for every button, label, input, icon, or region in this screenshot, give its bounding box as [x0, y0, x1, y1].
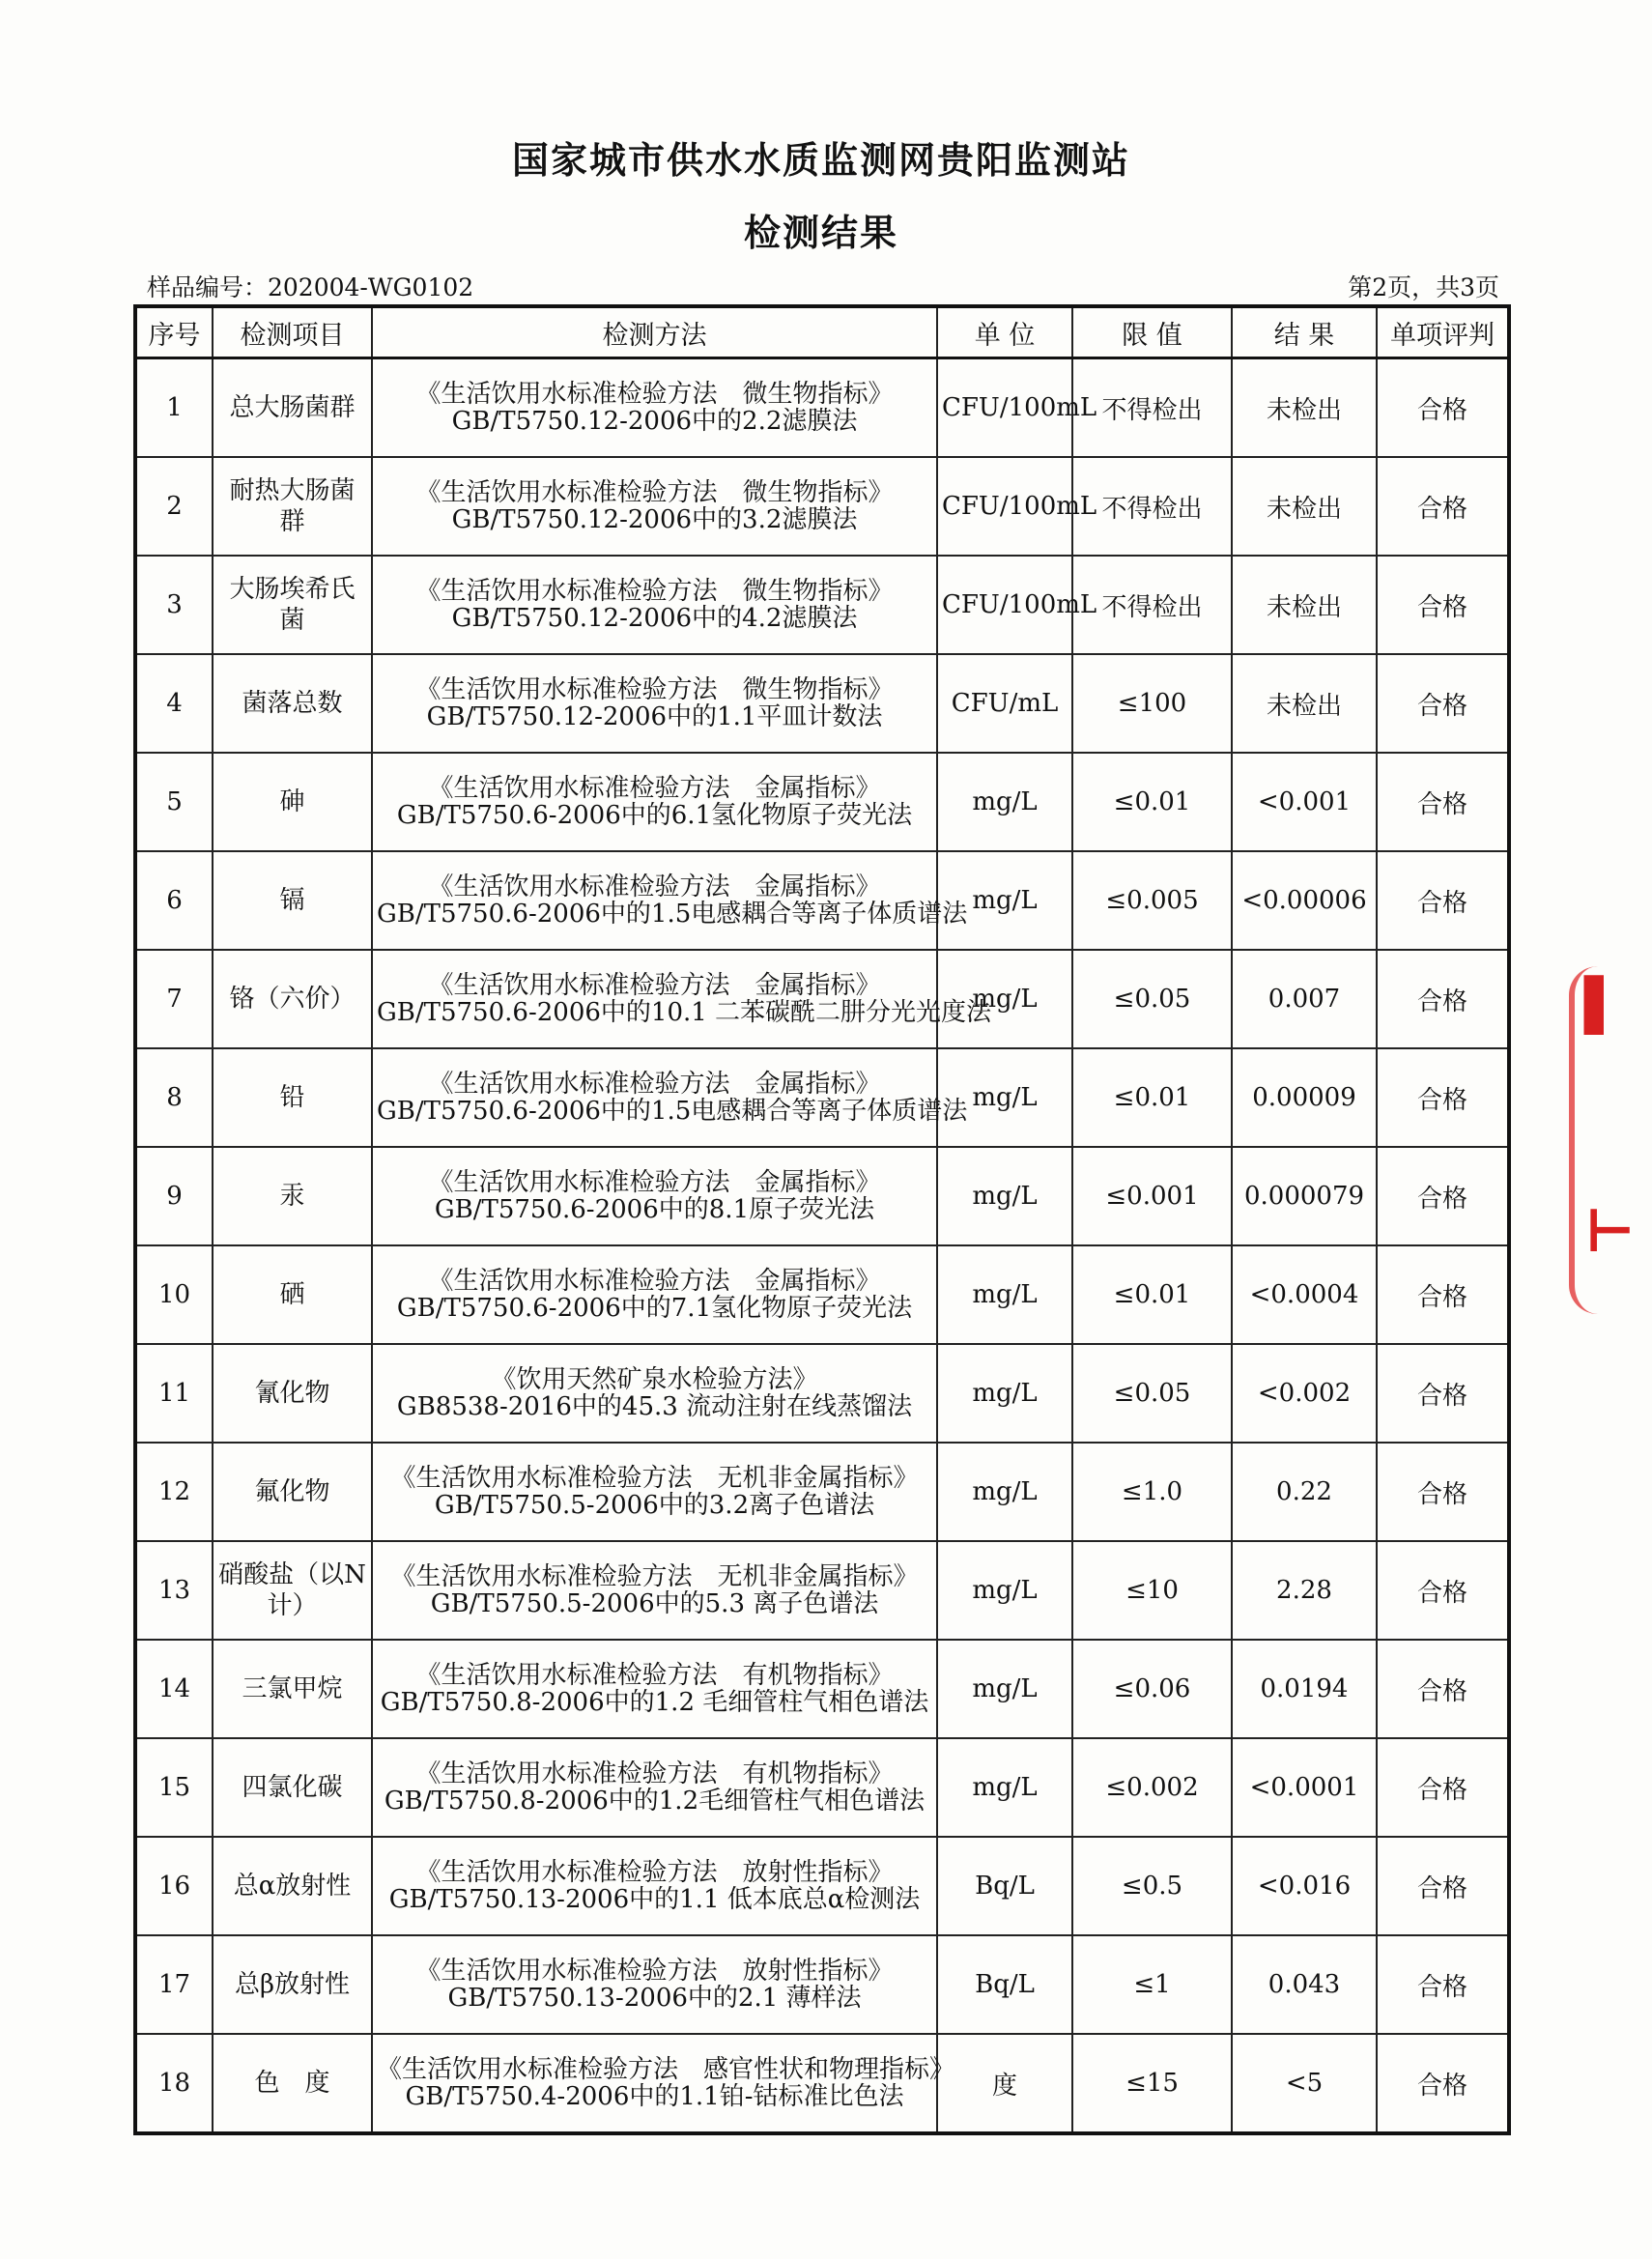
result-value: <0.002 — [1232, 1344, 1377, 1443]
method-title: 《生活饮用水标准检验方法 有机物指标》 — [415, 1661, 894, 1690]
table-row — [135, 1147, 1509, 1245]
unit-cell: mg/L — [937, 1245, 1072, 1344]
red-seal-fragment: ⊢ — [1584, 1198, 1637, 1266]
test-item: 镉 — [213, 851, 372, 950]
limit-value: ≤0.01 — [1072, 753, 1232, 851]
test-item: 汞 — [213, 1147, 372, 1245]
test-method — [372, 851, 968, 950]
test-method — [372, 753, 937, 851]
unit-cell: mg/L — [937, 753, 1072, 851]
method-title: 《生活饮用水标准检验方法 无机非金属指标》 — [390, 1562, 919, 1591]
verdict-cell: 合格 — [1377, 556, 1509, 654]
column-header-method: 检测方法 — [372, 306, 937, 358]
unit-cell: mg/L — [937, 1541, 1072, 1640]
table-row — [135, 457, 1509, 556]
method-standard: GB/T5750.6-2006中的8.1原子荧光法 — [434, 1195, 875, 1224]
test-method — [372, 2034, 955, 2133]
row-number: 13 — [135, 1541, 213, 1640]
method-title: 《生活饮用水标准检验方法 微生物指标》 — [415, 577, 894, 606]
limit-value: ≤0.005 — [1072, 851, 1232, 950]
method-standard: GB/T5750.6-2006中的6.1氢化物原子荧光法 — [396, 801, 913, 830]
verdict-cell: 合格 — [1377, 654, 1509, 753]
limit-value: ≤0.01 — [1072, 1048, 1232, 1147]
verdict-cell: 合格 — [1377, 851, 1509, 950]
unit-cell: mg/L — [937, 1443, 1072, 1541]
unit-cell: Bq/L — [937, 1935, 1072, 2034]
table-row — [135, 1048, 1509, 1147]
test-item: 砷 — [213, 753, 372, 851]
row-number: 16 — [135, 1837, 213, 1935]
row-number: 15 — [135, 1738, 213, 1837]
row-number: 5 — [135, 753, 213, 851]
verdict-cell: 合格 — [1377, 1837, 1509, 1935]
verdict-cell: 合格 — [1377, 1443, 1509, 1541]
test-item: 四氯化碳 — [213, 1738, 372, 1837]
verdict-cell: 合格 — [1377, 1147, 1509, 1245]
test-item: 菌落总数 — [213, 654, 372, 753]
table-row — [135, 1344, 1509, 1443]
method-title: 《生活饮用水标准检验方法 微生物指标》 — [415, 675, 894, 704]
method-standard: GB/T5750.13-2006中的1.1 低本底总α检测法 — [388, 1885, 921, 1914]
result-value: 未检出 — [1232, 358, 1377, 458]
page-indicator: 第2页，共3页 — [1348, 273, 1499, 301]
sample-number: 样品编号：202004-WG0102 — [147, 273, 474, 301]
method-title: 《生活饮用水标准检验方法 金属指标》 — [428, 971, 881, 1000]
row-number: 8 — [135, 1048, 213, 1147]
test-item: 铅 — [213, 1048, 372, 1147]
unit-cell: CFU/mL — [937, 654, 1072, 753]
limit-value: ≤0.002 — [1072, 1738, 1232, 1837]
table-header-row — [135, 306, 1509, 358]
unit-cell: mg/L — [937, 950, 1072, 1048]
result-value: <0.001 — [1232, 753, 1377, 851]
result-value: 未检出 — [1232, 457, 1377, 556]
method-standard: GB/T5750.6-2006中的1.5电感耦合等离子体质谱法 — [377, 1097, 968, 1126]
column-header-unit: 单 位 — [937, 306, 1072, 358]
row-number: 17 — [135, 1935, 213, 2034]
method-title: 《饮用天然矿泉水检验方法》 — [491, 1365, 818, 1394]
limit-value: ≤0.06 — [1072, 1640, 1232, 1738]
result-value: 0.0194 — [1232, 1640, 1377, 1738]
result-value: 0.00009 — [1232, 1048, 1377, 1147]
result-value: 0.000079 — [1232, 1147, 1377, 1245]
table-row — [135, 654, 1509, 753]
test-item: 总β放射性 — [213, 1935, 372, 2034]
verdict-cell: 合格 — [1377, 1344, 1509, 1443]
test-method — [372, 1837, 937, 1935]
result-value: 0.007 — [1232, 950, 1377, 1048]
test-item: 硝酸盐（以N计） — [213, 1541, 372, 1640]
method-standard: GB/T5750.13-2006中的2.1 薄样法 — [447, 1984, 862, 2013]
method-standard: GB8538-2016中的45.3 流动注射在线蒸馏法 — [396, 1392, 913, 1421]
unit-cell: mg/L — [937, 1640, 1072, 1738]
method-standard: GB/T5750.12-2006中的4.2滤膜法 — [451, 604, 858, 633]
verdict-cell: 合格 — [1377, 1738, 1509, 1837]
method-title: 《生活饮用水标准检验方法 金属指标》 — [428, 1070, 881, 1099]
test-item: 三氯甲烷 — [213, 1640, 372, 1738]
method-title: 《生活饮用水标准检验方法 微生物指标》 — [415, 380, 894, 409]
test-method — [372, 556, 937, 654]
method-title: 《生活饮用水标准检验方法 金属指标》 — [428, 774, 881, 803]
method-title: 《生活饮用水标准检验方法 金属指标》 — [428, 1267, 881, 1296]
row-number: 7 — [135, 950, 213, 1048]
test-method — [372, 457, 937, 556]
red-seal-fragment: ▌ — [1584, 976, 1623, 1035]
verdict-cell: 合格 — [1377, 2034, 1509, 2133]
test-method — [372, 1245, 937, 1344]
unit-cell: mg/L — [937, 1738, 1072, 1837]
row-number: 6 — [135, 851, 213, 950]
verdict-cell: 合格 — [1377, 1541, 1509, 1640]
result-value: <0.0004 — [1232, 1245, 1377, 1344]
test-method — [372, 1640, 937, 1738]
test-item: 总大肠菌群 — [213, 358, 372, 458]
method-title: 《生活饮用水标准检验方法 金属指标》 — [428, 1168, 881, 1197]
report-title: 国家城市供水水质监测网贵阳监测站 — [511, 138, 1130, 182]
test-method — [372, 1048, 968, 1147]
method-standard: GB/T5750.12-2006中的1.1平皿计数法 — [426, 702, 883, 731]
test-item: 氰化物 — [213, 1344, 372, 1443]
test-item: 色 度 — [213, 2034, 372, 2133]
limit-value: ≤1.0 — [1072, 1443, 1232, 1541]
verdict-cell: 合格 — [1377, 358, 1509, 458]
test-item: 总α放射性 — [213, 1837, 372, 1935]
test-method — [372, 1935, 937, 2034]
result-value: <5 — [1232, 2034, 1377, 2133]
table-row — [135, 1738, 1509, 1837]
result-value: 未检出 — [1232, 654, 1377, 753]
method-standard: GB/T5750.6-2006中的1.5电感耦合等离子体质谱法 — [377, 900, 968, 929]
row-number: 3 — [135, 556, 213, 654]
method-title: 《生活饮用水标准检验方法 放射性指标》 — [415, 1858, 894, 1887]
test-item: 硒 — [213, 1245, 372, 1344]
method-standard: GB/T5750.8-2006中的1.2 毛细管柱气相色谱法 — [380, 1688, 929, 1717]
unit-cell: CFU/100mL — [937, 457, 1072, 556]
limit-value: ≤0.05 — [1072, 1344, 1232, 1443]
row-number: 12 — [135, 1443, 213, 1541]
table-row — [135, 1245, 1509, 1344]
table-row — [135, 851, 1509, 950]
row-number: 1 — [135, 358, 213, 458]
method-standard: GB/T5750.6-2006中的10.1 二苯碳酰二肼分光光度法 — [377, 998, 992, 1027]
limit-value: 不得检出 — [1072, 358, 1232, 458]
row-number: 2 — [135, 457, 213, 556]
limit-value: ≤0.5 — [1072, 1837, 1232, 1935]
table-row — [135, 1935, 1509, 2034]
method-title: 《生活饮用水标准检验方法 无机非金属指标》 — [390, 1464, 919, 1493]
table-row — [135, 556, 1509, 654]
row-number: 10 — [135, 1245, 213, 1344]
method-standard: GB/T5750.5-2006中的3.2离子色谱法 — [434, 1491, 875, 1520]
unit-cell: 度 — [937, 2034, 1072, 2133]
table-row — [135, 1837, 1509, 1935]
limit-value: 不得检出 — [1072, 457, 1232, 556]
verdict-cell: 合格 — [1377, 457, 1509, 556]
limit-value: ≤15 — [1072, 2034, 1232, 2133]
test-item: 氟化物 — [213, 1443, 372, 1541]
unit-cell: CFU/100mL — [937, 556, 1072, 654]
method-title: 《生活饮用水标准检验方法 感官性状和物理指标》 — [377, 2055, 955, 2084]
method-standard: GB/T5750.12-2006中的2.2滤膜法 — [451, 407, 858, 436]
test-method — [372, 358, 937, 458]
test-method — [372, 654, 937, 753]
table-row — [135, 1640, 1509, 1738]
table-row — [135, 1443, 1509, 1541]
limit-value: ≤0.001 — [1072, 1147, 1232, 1245]
table-row — [135, 1541, 1509, 1640]
limit-value: ≤100 — [1072, 654, 1232, 753]
limit-value: ≤1 — [1072, 1935, 1232, 2034]
verdict-cell: 合格 — [1377, 950, 1509, 1048]
test-method — [372, 1541, 937, 1640]
row-number: 14 — [135, 1640, 213, 1738]
test-item: 耐热大肠菌群 — [213, 457, 372, 556]
row-number: 11 — [135, 1344, 213, 1443]
method-title: 《生活饮用水标准检验方法 金属指标》 — [428, 872, 881, 901]
result-value: <0.00006 — [1232, 851, 1377, 950]
result-value: <0.0001 — [1232, 1738, 1377, 1837]
test-item: 铬（六价） — [213, 950, 372, 1048]
result-value: 0.22 — [1232, 1443, 1377, 1541]
row-number: 9 — [135, 1147, 213, 1245]
verdict-cell: 合格 — [1377, 1245, 1509, 1344]
test-method — [372, 1443, 937, 1541]
method-standard: GB/T5750.5-2006中的5.3 离子色谱法 — [430, 1589, 879, 1618]
unit-cell: mg/L — [937, 851, 1072, 950]
unit-cell: CFU/100mL — [937, 358, 1072, 458]
verdict-cell: 合格 — [1377, 1048, 1509, 1147]
test-method — [372, 950, 992, 1048]
method-standard: GB/T5750.8-2006中的1.2毛细管柱气相色谱法 — [384, 1787, 926, 1816]
method-standard: GB/T5750.4-2006中的1.1铂-钴标准比色法 — [405, 2082, 904, 2111]
test-method — [372, 1147, 937, 1245]
column-header-seq: 序号 — [135, 306, 213, 358]
row-number: 18 — [135, 2034, 213, 2133]
verdict-cell: 合格 — [1377, 1935, 1509, 2034]
method-title: 《生活饮用水标准检验方法 放射性指标》 — [415, 1957, 894, 1986]
column-header-item: 检测项目 — [213, 306, 372, 358]
report-subtitle: 检测结果 — [743, 211, 898, 254]
method-standard: GB/T5750.6-2006中的7.1氢化物原子荧光法 — [396, 1294, 913, 1323]
unit-cell: Bq/L — [937, 1837, 1072, 1935]
column-header-result: 结 果 — [1232, 306, 1377, 358]
verdict-cell: 合格 — [1377, 1640, 1509, 1738]
limit-value: 不得检出 — [1072, 556, 1232, 654]
column-header-verdict: 单项评判 — [1377, 306, 1509, 358]
test-method — [372, 1344, 937, 1443]
table-row — [135, 753, 1509, 851]
result-value: 未检出 — [1232, 556, 1377, 654]
limit-value: ≤0.01 — [1072, 1245, 1232, 1344]
results-table — [133, 304, 1511, 2135]
method-title: 《生活饮用水标准检验方法 微生物指标》 — [415, 478, 894, 507]
table-row — [135, 358, 1509, 458]
unit-cell: mg/L — [937, 1147, 1072, 1245]
test-item: 大肠埃希氏菌 — [213, 556, 372, 654]
table-row — [135, 950, 1509, 1048]
test-method — [372, 1738, 937, 1837]
table-row — [135, 2034, 1509, 2133]
result-value: 0.043 — [1232, 1935, 1377, 2034]
row-number: 4 — [135, 654, 213, 753]
verdict-cell: 合格 — [1377, 753, 1509, 851]
method-standard: GB/T5750.12-2006中的3.2滤膜法 — [451, 505, 858, 534]
result-value: 2.28 — [1232, 1541, 1377, 1640]
limit-value: ≤0.05 — [1072, 950, 1232, 1048]
column-header-limit: 限 值 — [1072, 306, 1232, 358]
unit-cell: mg/L — [937, 1048, 1072, 1147]
result-value: <0.016 — [1232, 1837, 1377, 1935]
method-title: 《生活饮用水标准检验方法 有机物指标》 — [415, 1759, 894, 1788]
limit-value: ≤10 — [1072, 1541, 1232, 1640]
unit-cell: mg/L — [937, 1344, 1072, 1443]
